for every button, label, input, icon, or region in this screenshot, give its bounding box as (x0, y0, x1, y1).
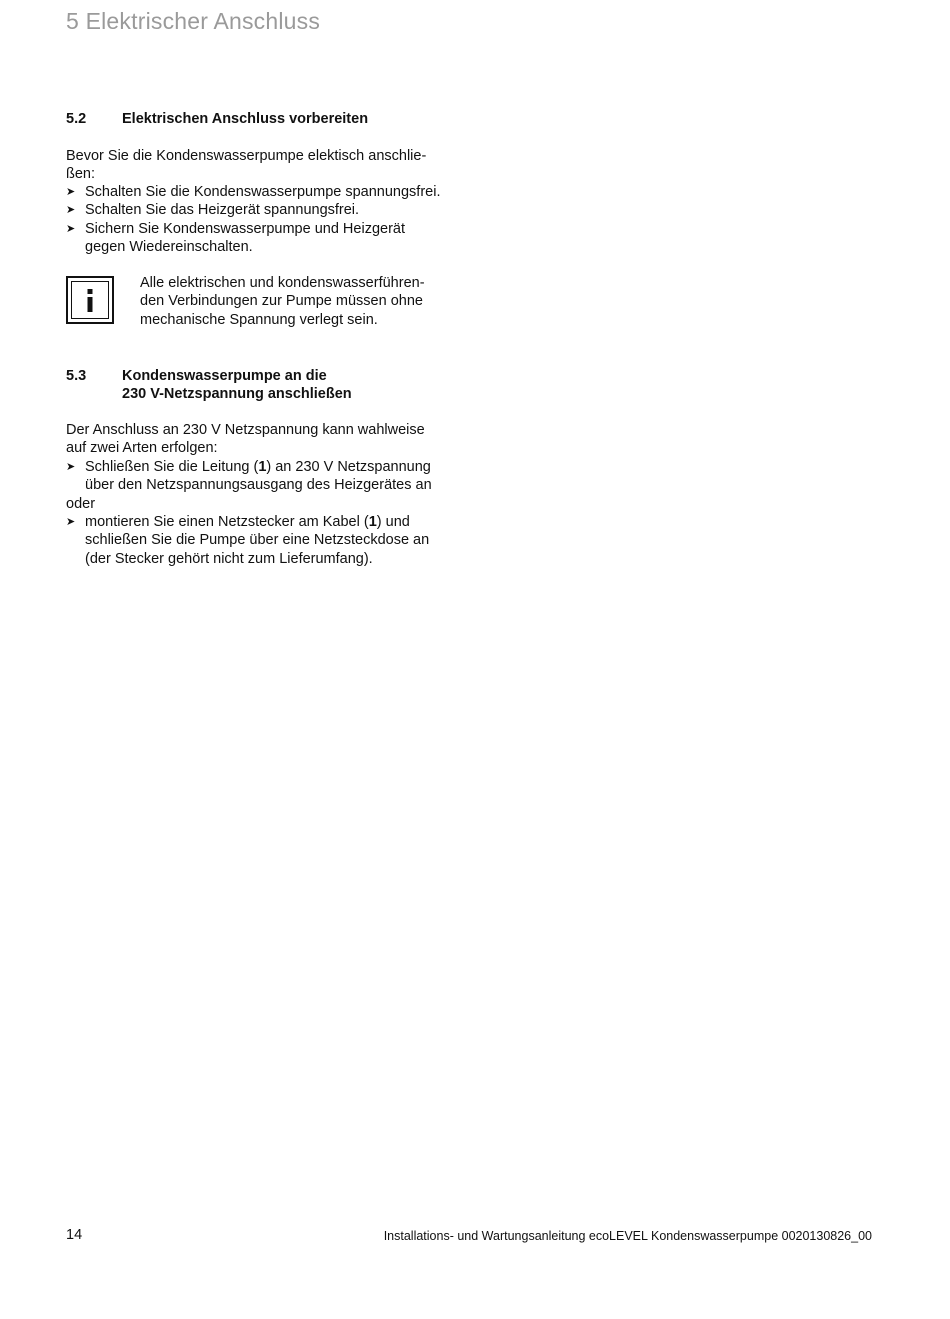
list-item: ➤ Sichern Sie Kondenswasserpumpe und Heizgerät gegen Wiedereinschalten. (66, 220, 405, 255)
list-item: ➤ Schließen Sie die Leitung (1) an 230 V Netzspannung über den Netzspannungsausgang des Heizgerätes an (66, 459, 432, 494)
section-title: Elektrischen Anschluss vorbereiten (122, 111, 369, 127)
arrow-bullet-icon: ➤ (66, 461, 76, 473)
page-number: 14 (66, 1227, 83, 1243)
list-item: ➤ montieren Sie einen Netzstecker am Kabel (1) und schließen Sie die Pumpe über eine Netzsteckdose an (der Stecker gehört nicht zum Lieferumfang). (66, 514, 430, 567)
section-5-2-intro (66, 147, 426, 184)
info-line: den Verbindungen zur Pumpe müssen ohne (140, 293, 423, 310)
arrow-bullet-icon: ➤ (66, 186, 76, 198)
intro-line: auf zwei Arten erfolgen: (66, 440, 218, 457)
section-5-2-steps (66, 183, 440, 256)
intro-line: ßen: (66, 166, 96, 183)
section-title: Kondenswasserpumpe an die 230 V-Netzspannung anschließen (122, 368, 352, 403)
or-text: oder (66, 496, 96, 512)
section-number: 5.3 (66, 368, 87, 384)
info-icon (66, 276, 114, 324)
document-title: Installations- und Wartungsanleitung ecoLEVEL Kondenswasserpumpe 0020130826_00 (383, 1229, 872, 1243)
section-5-3-steps (66, 458, 432, 495)
section-5-3-intro (66, 421, 425, 458)
info-note (140, 274, 425, 329)
list-item: ➤ Schalten Sie das Heizgerät spannungsfrei. (66, 202, 360, 219)
info-line: mechanische Spannung verlegt sein. (140, 311, 378, 328)
intro-line: Der Anschluss an 230 V Netzspannung kann wahlweise (66, 422, 425, 438)
arrow-bullet-icon: ➤ (66, 204, 76, 217)
arrow-bullet-icon: ➤ (66, 222, 76, 235)
reference-number: 1 (258, 459, 267, 475)
arrow-bullet-icon: ➤ (66, 516, 76, 528)
section-number: 5.2 (66, 111, 87, 127)
chapter-title: 5 Elektrischer Anschluss (66, 8, 321, 34)
info-line: Alle elektrischen und kondenswasserführen- (140, 275, 425, 291)
reference-number: 1 (368, 514, 377, 530)
section-5-3-steps-2 (66, 513, 429, 568)
intro-line: Bevor Sie die Kondenswasserpumpe elektisch anschlie- (66, 148, 427, 164)
list-item: ➤ Schalten Sie die Kondenswasserpumpe spannungsfrei. (66, 184, 441, 200)
